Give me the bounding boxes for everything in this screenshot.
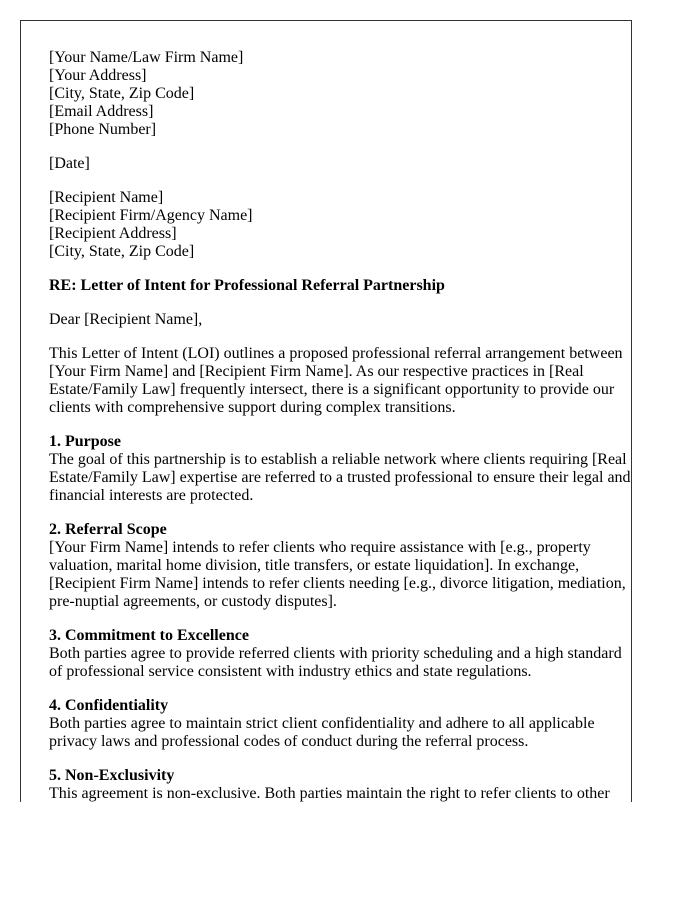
section-commitment [49,627,632,681]
section-heading: 4. Confidentiality [49,697,169,714]
section-heading: 1. Purpose [49,433,121,450]
recipient-block [49,189,632,261]
sender-phone: [Phone Number] [49,121,157,138]
date: [Date] [49,155,90,172]
recipient-city: [City, State, Zip Code] [49,243,195,260]
section-purpose [49,433,632,505]
section-heading: 2. Referral Scope [49,521,167,538]
intro-paragraph: This Letter of Intent (LOI) outlines a proposed professional referral arrangement between [Your Firm Name] and [Recipient Firm Name]. As our respective practices in [Real Estate/Family Law] frequently intersect, there is a significant opportunity to provide our clients with comprehensive support during complex transitions. [49,345,623,416]
recipient-firm: [Recipient Firm/Agency Name] [49,207,253,224]
section-heading: 3. Commitment to Excellence [49,627,249,644]
salutation: Dear [Recipient Name], [49,311,203,328]
sender-name: [Your Name/Law Firm Name] [49,49,244,66]
section-heading: 5. Non-Exclusivity [49,767,175,784]
section-body: [Your Firm Name] intends to refer clients who require assistance with [e.g., property valuation, marital home division, title transfers, or estate liquidation]. In exchange, [Recipient Firm Name] intends to refer clients needing [e.g., divorce litigation, mediation, pre-nuptial agreements, or custody disputes]. [49,539,626,610]
section-body: The goal of this partnership is to establish a reliable network where clients requiring [Real Estate/Family Law] expertise are referred to a trusted professional to ensure their legal and financial interests are protected. [49,451,631,504]
letter-page [20,20,632,802]
sender-email: [Email Address] [49,103,154,120]
sender-block [49,49,632,139]
recipient-address: [Recipient Address] [49,225,177,242]
section-non-exclusivity [49,767,632,802]
section-referral-scope [49,521,632,611]
section-body: Both parties agree to provide referred clients with priority scheduling and a high standard of professional service consistent with industry ethics and state regulations. [49,645,622,680]
recipient-name: [Recipient Name] [49,189,164,206]
section-confidentiality [49,697,632,751]
subject-line: RE: Letter of Intent for Professional Referral Partnership [49,277,445,294]
section-body: This agreement is non-exclusive. Both parties maintain the right to refer clients to other [49,785,610,802]
sender-city: [City, State, Zip Code] [49,85,195,102]
sender-address: [Your Address] [49,67,147,84]
section-body: Both parties agree to maintain strict client confidentiality and adhere to all applicable privacy laws and professional codes of conduct during the referral process. [49,715,595,750]
